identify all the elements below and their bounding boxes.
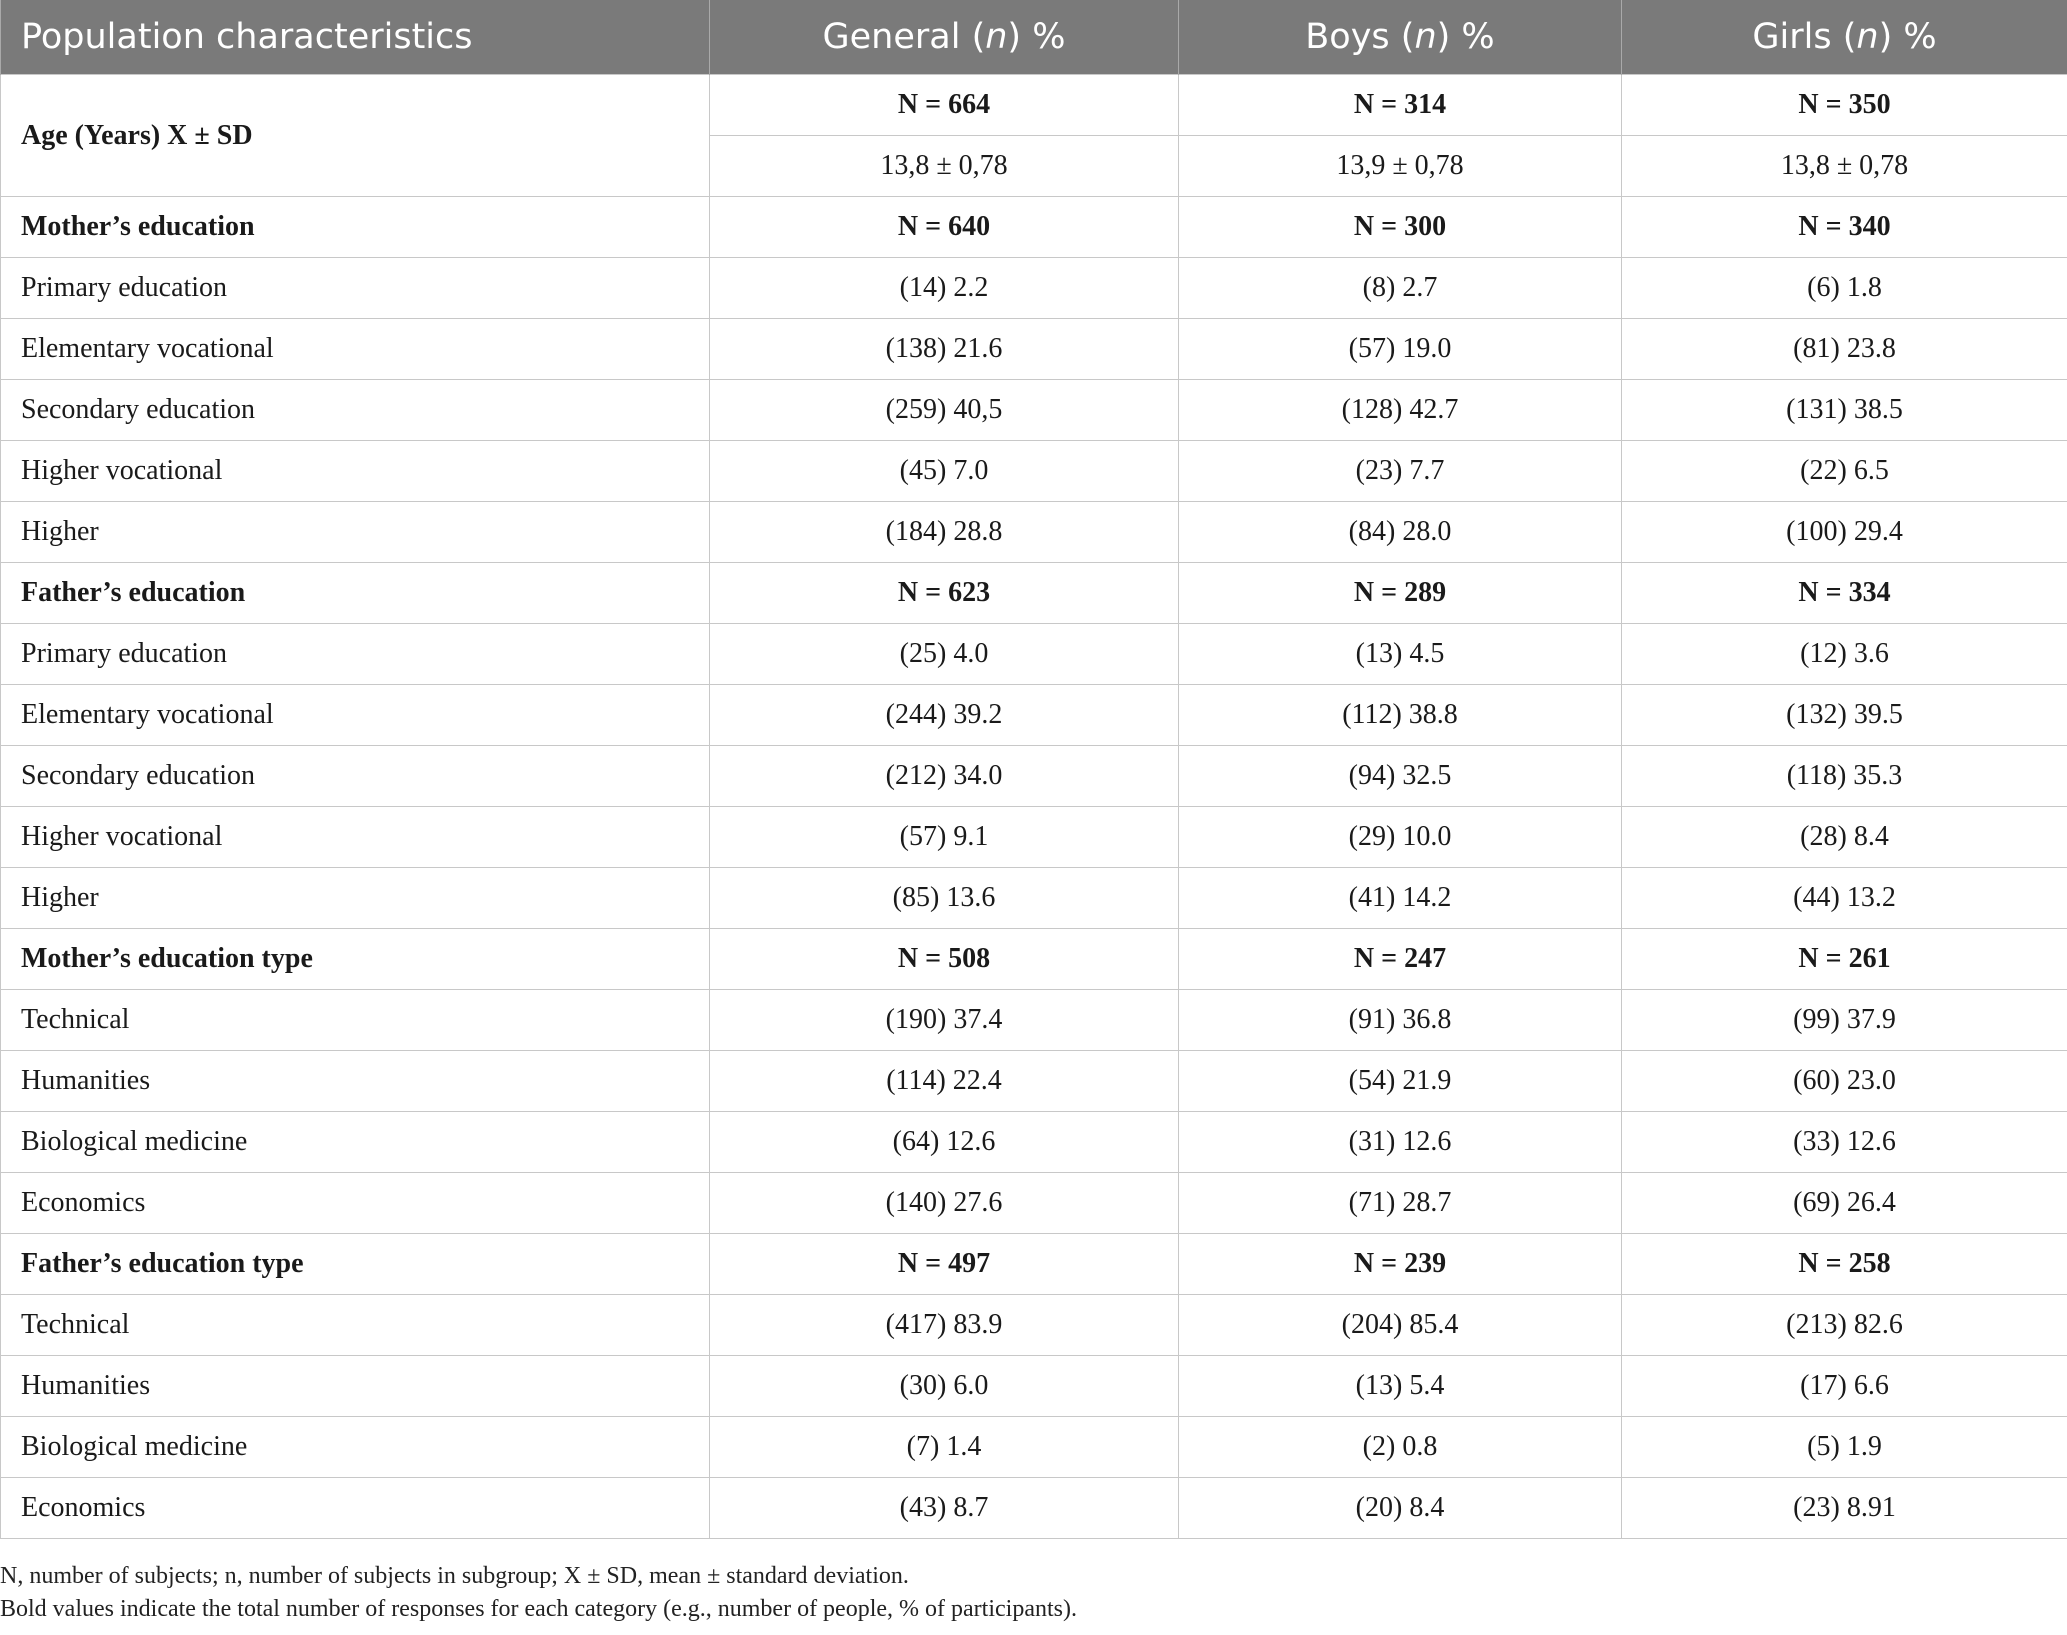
row-label: Humanities (1, 1356, 710, 1417)
row-label: Economics (1, 1173, 710, 1234)
table-row (1, 258, 2067, 319)
section-n-boys: N = 239 (1179, 1234, 1622, 1295)
row-value-general: (14) 2.2 (710, 258, 1179, 319)
row-value-general: (259) 40,5 (710, 380, 1179, 441)
section-header-row (1, 1234, 2067, 1295)
row-value-boys: (91) 36.8 (1179, 990, 1622, 1051)
row-value-boys: (41) 14.2 (1179, 868, 1622, 929)
age-value-general: 13,8 ± 0,78 (710, 136, 1179, 197)
table-row (1, 868, 2067, 929)
row-label: Primary education (1, 258, 710, 319)
header-boys (1179, 0, 1622, 75)
row-value-boys: (20) 8.4 (1179, 1478, 1622, 1539)
table-row (1, 807, 2067, 868)
section-n-boys: N = 247 (1179, 929, 1622, 990)
table-row (1, 1356, 2067, 1417)
row-value-boys: (54) 21.9 (1179, 1051, 1622, 1112)
header-girls (1622, 0, 2067, 75)
section-n-general: N = 640 (710, 197, 1179, 258)
section-n-girls: N = 261 (1622, 929, 2067, 990)
row-label: Higher vocational (1, 807, 710, 868)
row-value-general: (30) 6.0 (710, 1356, 1179, 1417)
age-label: Age (Years) X ± SD (1, 75, 710, 197)
row-value-girls: (6) 1.8 (1622, 258, 2067, 319)
table-row (1, 380, 2067, 441)
footnote-abbreviations: N, number of subjects; n, number of subjects in subgroup; X ± SD, mean ± standard deviation. (0, 1563, 909, 1589)
row-value-girls: (81) 23.8 (1622, 319, 2067, 380)
section-n-boys: N = 300 (1179, 197, 1622, 258)
row-value-girls: (118) 35.3 (1622, 746, 2067, 807)
row-value-general: (57) 9.1 (710, 807, 1179, 868)
row-value-girls: (213) 82.6 (1622, 1295, 2067, 1356)
header-boys-n: n (1414, 17, 1437, 57)
row-value-girls: (33) 12.6 (1622, 1112, 2067, 1173)
row-value-boys: (94) 32.5 (1179, 746, 1622, 807)
row-label: Biological medicine (1, 1417, 710, 1478)
row-value-boys: (204) 85.4 (1179, 1295, 1622, 1356)
table-row (1, 1112, 2067, 1173)
row-label: Technical (1, 1295, 710, 1356)
row-value-general: (45) 7.0 (710, 441, 1179, 502)
row-value-girls: (12) 3.6 (1622, 624, 2067, 685)
row-value-boys: (71) 28.7 (1179, 1173, 1622, 1234)
header-girls-prefix: Girls ( (1752, 17, 1857, 57)
section-n-general: N = 497 (710, 1234, 1179, 1295)
row-value-general: (417) 83.9 (710, 1295, 1179, 1356)
table-row (1, 1478, 2067, 1539)
section-n-girls: N = 334 (1622, 563, 2067, 624)
row-label: Secondary education (1, 380, 710, 441)
row-value-girls: (28) 8.4 (1622, 807, 2067, 868)
table-row (1, 990, 2067, 1051)
table-row (1, 1173, 2067, 1234)
table-row (1, 319, 2067, 380)
row-value-general: (212) 34.0 (710, 746, 1179, 807)
row-value-general: (138) 21.6 (710, 319, 1179, 380)
header-boys-suffix: ) % (1436, 17, 1495, 57)
section-title: Father’s education (1, 563, 710, 624)
row-value-girls: (5) 1.9 (1622, 1417, 2067, 1478)
row-value-boys: (57) 19.0 (1179, 319, 1622, 380)
row-label: Primary education (1, 624, 710, 685)
section-n-boys: N = 289 (1179, 563, 1622, 624)
row-label: Economics (1, 1478, 710, 1539)
header-general-n: n (985, 17, 1008, 57)
row-value-boys: (29) 10.0 (1179, 807, 1622, 868)
age-value-boys: 13,9 ± 0,78 (1179, 136, 1622, 197)
age-n-boys: N = 314 (1179, 75, 1622, 136)
table-row (1, 1295, 2067, 1356)
section-header-row (1, 197, 2067, 258)
header-general-suffix: ) % (1007, 17, 1066, 57)
table-footnotes (0, 1560, 1077, 1626)
section-n-girls: N = 258 (1622, 1234, 2067, 1295)
header-girls-suffix: ) % (1878, 17, 1937, 57)
header-population-characteristics: Population characteristics (1, 0, 710, 75)
row-value-boys: (13) 4.5 (1179, 624, 1622, 685)
row-value-general: (7) 1.4 (710, 1417, 1179, 1478)
row-value-boys: (128) 42.7 (1179, 380, 1622, 441)
row-label: Technical (1, 990, 710, 1051)
section-header-row (1, 929, 2067, 990)
section-n-girls: N = 340 (1622, 197, 2067, 258)
age-n-general: N = 664 (710, 75, 1179, 136)
table-body (1, 75, 2067, 1539)
age-value-girls: 13,8 ± 0,78 (1622, 136, 2067, 197)
table-row (1, 502, 2067, 563)
row-label: Elementary vocational (1, 319, 710, 380)
row-value-girls: (23) 8.91 (1622, 1478, 2067, 1539)
row-label: Biological medicine (1, 1112, 710, 1173)
row-value-general: (184) 28.8 (710, 502, 1179, 563)
table-row (1, 441, 2067, 502)
row-value-girls: (131) 38.5 (1622, 380, 2067, 441)
row-value-girls: (132) 39.5 (1622, 685, 2067, 746)
row-label: Elementary vocational (1, 685, 710, 746)
table-row (1, 624, 2067, 685)
section-n-general: N = 623 (710, 563, 1179, 624)
header-girls-n: n (1856, 17, 1879, 57)
age-n-girls: N = 350 (1622, 75, 2067, 136)
row-value-girls: (69) 26.4 (1622, 1173, 2067, 1234)
row-value-girls: (60) 23.0 (1622, 1051, 2067, 1112)
table-row (1, 685, 2067, 746)
header-general (710, 0, 1179, 75)
row-value-girls: (17) 6.6 (1622, 1356, 2067, 1417)
row-value-boys: (2) 0.8 (1179, 1417, 1622, 1478)
row-value-general: (64) 12.6 (710, 1112, 1179, 1173)
row-label: Humanities (1, 1051, 710, 1112)
row-value-boys: (8) 2.7 (1179, 258, 1622, 319)
header-general-prefix: General ( (822, 17, 986, 57)
section-title: Father’s education type (1, 1234, 710, 1295)
table-row (1, 746, 2067, 807)
section-n-general: N = 508 (710, 929, 1179, 990)
row-label: Higher vocational (1, 441, 710, 502)
row-value-general: (25) 4.0 (710, 624, 1179, 685)
header-boys-prefix: Boys ( (1305, 17, 1415, 57)
row-value-girls: (100) 29.4 (1622, 502, 2067, 563)
row-value-general: (244) 39.2 (710, 685, 1179, 746)
row-value-general: (190) 37.4 (710, 990, 1179, 1051)
row-value-girls: (99) 37.9 (1622, 990, 2067, 1051)
row-value-boys: (84) 28.0 (1179, 502, 1622, 563)
row-value-general: (43) 8.7 (710, 1478, 1179, 1539)
header-row (1, 0, 2067, 75)
section-title: Mother’s education type (1, 929, 710, 990)
row-value-girls: (22) 6.5 (1622, 441, 2067, 502)
section-header-row (1, 563, 2067, 624)
row-label: Higher (1, 502, 710, 563)
section-title: Mother’s education (1, 197, 710, 258)
row-label: Secondary education (1, 746, 710, 807)
row-value-girls: (44) 13.2 (1622, 868, 2067, 929)
row-value-general: (140) 27.6 (710, 1173, 1179, 1234)
row-value-boys: (13) 5.4 (1179, 1356, 1622, 1417)
row-value-general: (114) 22.4 (710, 1051, 1179, 1112)
table-row (1, 1051, 2067, 1112)
table-row (1, 1417, 2067, 1478)
age-n-row (1, 75, 2067, 136)
footnote-bold-values: Bold values indicate the total number of responses for each category (e.g., number of people, % of participants). (0, 1596, 1077, 1622)
row-value-boys: (112) 38.8 (1179, 685, 1622, 746)
row-value-boys: (23) 7.7 (1179, 441, 1622, 502)
table-header (1, 0, 2067, 75)
row-value-boys: (31) 12.6 (1179, 1112, 1622, 1173)
row-value-general: (85) 13.6 (710, 868, 1179, 929)
row-label: Higher (1, 868, 710, 929)
